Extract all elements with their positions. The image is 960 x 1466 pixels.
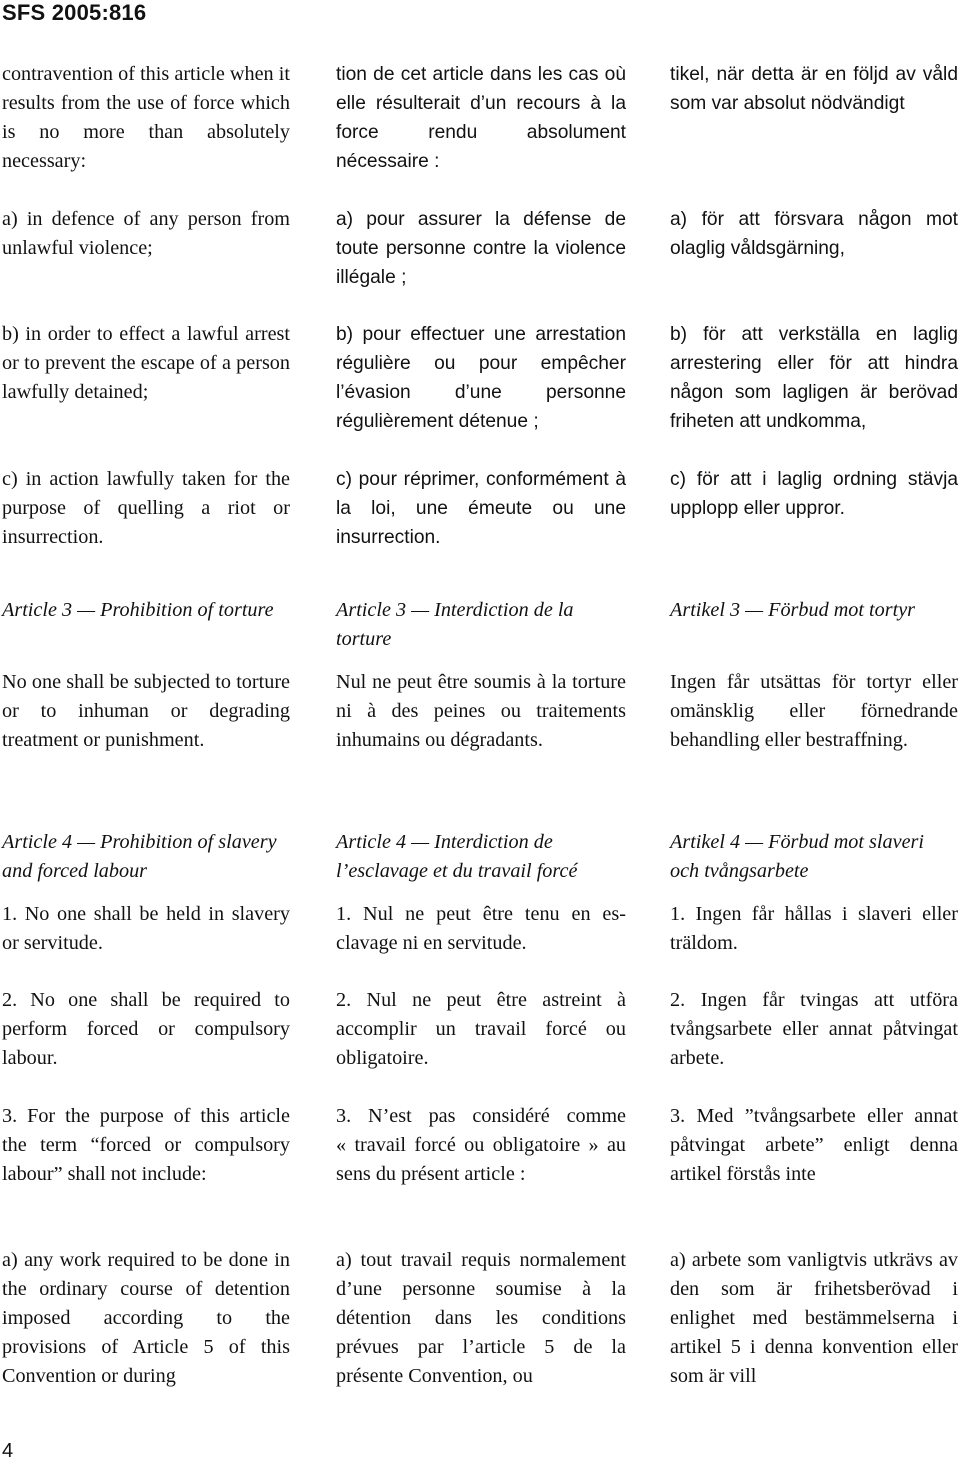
article-4-title: Artikel 4 — Förbud mot slaveri och tvångsarbete — [670, 831, 924, 882]
article-4-paragraph-3a: a) arbete som vanligtvis utkrävs av den som är frihetsberövad i enlighet med bestämmelserna i artikel 5 i denna konvention eller som är vill — [670, 1249, 958, 1387]
document-header: SFS 2005:816 — [2, 0, 147, 25]
article-4-paragraph-3a: a) tout travail requis normalement d’une personne soumise à la détention dans les conditions prévues par l’article 5 de la présente Convention, ou — [336, 1249, 626, 1387]
item-c: c) pour réprimer, conformément à la loi, une émeute ou une insurrection. — [336, 469, 626, 548]
article-3-text: No one shall be subjected to torture or to inhuman or degrading treatment or punishment. — [2, 671, 290, 751]
article-4-paragraph-2: 2. Ingen får tvingas att utföra tvångsarbete eller annat påtvingat arbete. — [670, 989, 958, 1069]
article-4-paragraph-1: 1. Nul ne peut être tenu en esclavage ni en servitude. — [336, 903, 626, 954]
article-4-paragraph-1: 1. No one shall be held in slavery or servitude. — [2, 903, 290, 954]
article-3-title: Artikel 3 — Förbud mot tortyr — [670, 599, 916, 621]
item-b: b) in order to effect a lawful arrest or to prevent the escape of a person lawfully detained; — [2, 323, 290, 403]
intro-paragraph: contravention of this article when it results from the use of force which is no more than absolutely necessary: — [2, 63, 290, 172]
article-4-title: Article 4 — Prohibition of slavery and forced labour — [2, 831, 277, 882]
article-4-paragraph-3: 3. Med ”tvångsarbete eller annat påtvingat arbete” enligt denna artikel förstås inte — [670, 1105, 958, 1185]
item-a: a) för att försvara någon mot olaglig våldsgärning, — [670, 209, 958, 259]
article-3-text: Ingen får utsättas för tortyr eller omänsklig eller förnedrande behandling eller bestraffning. — [670, 671, 958, 751]
item-a: a) pour assurer la défense de toute personne contre la violence illégale ; — [336, 209, 626, 288]
intro-paragraph: tion de cet article dans les cas où elle résulterait d’un recours à la force rendu absolument nécessaire : — [336, 64, 626, 172]
article-4-paragraph-3: 3. N’est pas considéré comme « travail forcé ou obligatoire » au sens du présent article : — [336, 1105, 626, 1185]
item-b: b) pour effectuer une arrestation régulière ou pour empêcher l’évasion d’une personne régulièrement détenue ; — [336, 324, 626, 432]
article-3-text: Nul ne peut être soumis à la torture ni à des peines ou traitements inhumains ou dégradants. — [336, 671, 626, 751]
item-a: a) in defence of any person from unlawful violence; — [2, 208, 290, 259]
article-4-paragraph-3a: a) any work required to be done in the ordinary course of detention imposed according to the provisions of Article 5 of this Convention or during — [2, 1249, 290, 1387]
item-c: c) in action lawfully taken for the purpose of quelling a riot or insurrection. — [2, 468, 290, 548]
article-4-title: Article 4 — Interdiction de l’esclavage et du travail forcé — [336, 831, 578, 882]
item-b: b) för att verkställa en laglig arrestering eller för att hindra någon som lagligen är berövad friheten att undkomma, — [670, 324, 958, 432]
article-4-paragraph-1: 1. Ingen får hållas i slaveri eller träldom. — [670, 903, 958, 954]
article-3-title: Article 3 — Interdiction de la torture — [336, 599, 574, 650]
article-3-title: Article 3 — Prohibition of torture — [2, 599, 274, 621]
item-c: c) för att i laglig ordning stävja upplopp eller uppror. — [670, 469, 958, 519]
article-4-paragraph-3: 3. For the purpose of this article the term “forced or compulsory labour” shall not include: — [2, 1105, 290, 1185]
article-4-paragraph-2: 2. Nul ne peut être astreint à accomplir un travail forcé ou obligatoire. — [336, 989, 626, 1069]
page-number: 4 — [2, 1440, 14, 1462]
article-4-paragraph-2: 2. No one shall be required to perform forced or compulsory labour. — [2, 989, 290, 1069]
intro-paragraph: tikel, när detta är en följd av våld som var absolut nödvändigt — [670, 64, 958, 114]
